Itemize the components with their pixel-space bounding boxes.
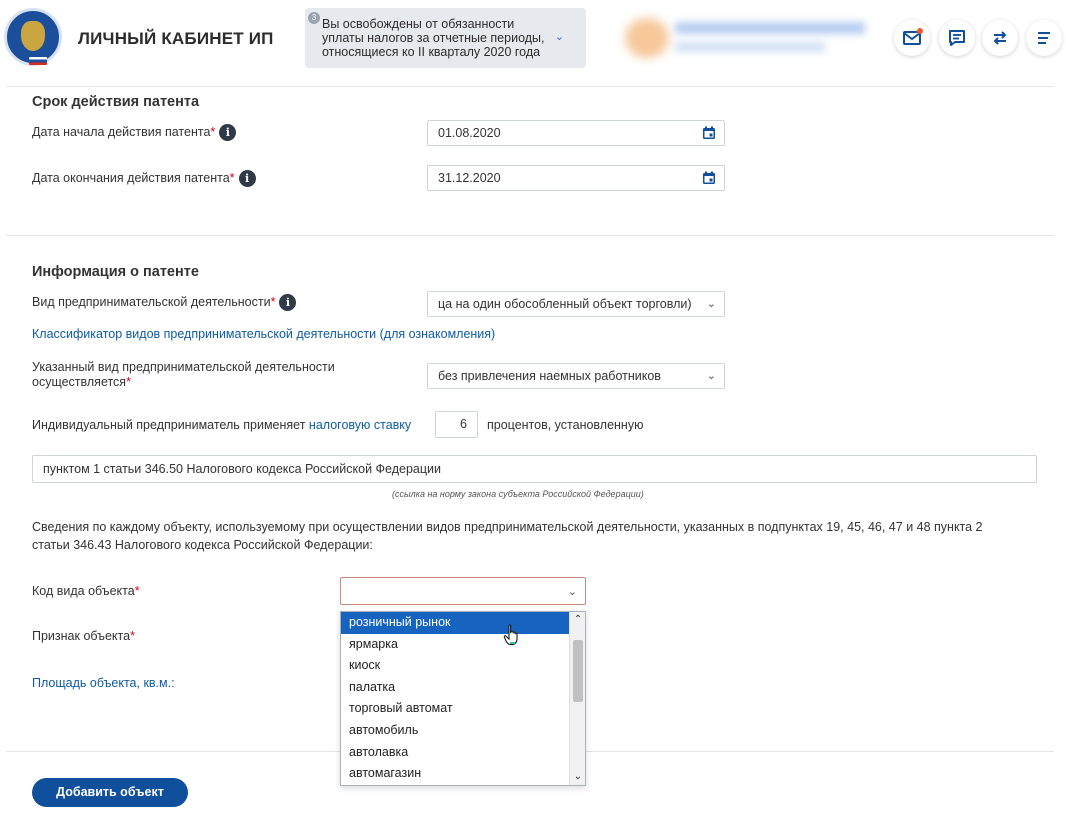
required-mark: * [229,170,235,185]
end-date-input[interactable] [427,165,725,191]
end-date-value: 31.12.2020 [438,171,501,185]
start-date-input[interactable] [427,120,725,146]
flag-icon [29,57,47,65]
objects-description-line2: статьи 346.43 Налогового кодекса Российской Федерации: [32,538,373,552]
law-reference-note: (ссылка на норму закона субъекта Российской Федерации) [392,489,644,499]
mode-label-line2: осуществляется [32,375,127,389]
dropdown-option[interactable]: автомагазин [349,766,422,781]
header [0,0,1066,82]
messages-button[interactable] [894,20,930,56]
notice-text: Вы освобождены от обязанности уплаты налогов за отчетные периоды, относящиеся ко II кварталу 2020 года [322,17,545,59]
classifier-link[interactable]: Классификатор видов предпринимательской деятельности (для ознакомления) [32,327,496,341]
dropdown-scrollbar[interactable] [569,612,585,785]
mode-label [32,360,335,390]
start-date-label-text: Дата начала действия патента [32,124,211,139]
info-icon[interactable]: i [219,124,236,141]
app-title: ЛИЧНЫЙ КАБИНЕТ ИП [78,29,274,48]
object-code-label-text: Код вида объекта [32,584,135,598]
chevron-down-icon[interactable]: ⌄ [554,31,564,43]
calendar-icon[interactable] [702,171,716,185]
avatar [625,18,669,58]
rate-input[interactable]: 6 [435,411,478,438]
end-date-label-text: Дата окончания действия патента [32,170,230,185]
required-mark: * [134,584,140,598]
user-inn-blurred [675,42,825,52]
divider [6,235,1054,236]
chevron-down-icon: ⌄ [706,370,716,382]
dropdown-option[interactable]: ярмарка [349,636,398,651]
required-mark: * [126,375,131,389]
object-sign-label [32,629,135,644]
menu-icon [1034,28,1054,48]
rate-suffix: процентов, установленную [487,418,644,432]
add-object-button[interactable]: Добавить объект [32,778,188,807]
dropdown-option[interactable]: палатка [349,679,396,694]
user-name-blurred [675,22,865,34]
notice-banner[interactable] [305,8,586,68]
mode-select[interactable] [427,363,725,389]
start-date-value: 01.08.2020 [438,126,501,140]
scroll-thumb[interactable] [573,640,583,702]
scroll-down-icon[interactable]: ⌄ [573,771,583,782]
dropdown-option[interactable]: торговый автомат [349,701,453,716]
mode-value: без привлечения наемных работников [438,369,661,383]
chat-button[interactable] [939,20,975,56]
required-mark: * [130,629,135,643]
mode-label-line1: Указанный вид предпринимательской деятельности [32,360,335,374]
object-sign-label-text: Признак объекта [32,629,131,643]
menu-button[interactable] [1026,20,1062,56]
info-icon[interactable]: i [279,294,296,311]
tax-rate-link[interactable]: налоговую ставку [308,418,412,432]
object-code-label [32,584,140,599]
dropdown-option[interactable]: киоск [349,658,381,673]
end-date-label [32,170,256,187]
activity-select[interactable] [427,291,725,317]
rate-prefix [32,418,411,433]
calendar-icon[interactable] [702,126,716,140]
dropdown-option[interactable]: розничный рынок [341,612,570,634]
objects-description-line1: Сведения по каждому объекту, используемому при осуществлении видов предпринимательской деятельности, указанных в подпунктах 19, 45, 46, 47 и 48 пункта 2 [32,520,983,534]
divider [6,86,1054,87]
object-code-select[interactable] [340,577,586,605]
area-label[interactable]: Площадь объекта, кв.м.: [32,676,175,690]
section-title-patent-term: Срок действия патента [32,94,200,110]
hand-pointer-icon [503,624,521,646]
scroll-up-icon[interactable]: ⌃ [573,614,583,625]
notification-dot [917,28,923,34]
objects-description [32,520,1032,553]
chevron-down-icon: ⌄ [567,586,577,598]
activity-value: ца на один обособленный объект торговли) [438,297,692,311]
object-code-dropdown-list[interactable] [340,611,586,786]
switch-button[interactable] [982,20,1018,56]
info-icon[interactable]: i [239,170,256,187]
section-title-patent-info: Информация о патенте [32,264,199,280]
start-date-label [32,124,236,141]
user-info-blurred[interactable] [625,16,880,60]
required-mark: * [210,124,216,139]
activity-label [32,294,296,311]
law-reference-input[interactable]: пунктом 1 статьи 346.50 Налогового кодекса Российской Федерации [32,455,1037,483]
required-mark: * [270,294,276,309]
activity-label-text: Вид предпринимательской деятельности [32,294,271,309]
fns-logo[interactable] [4,8,62,66]
chat-icon [947,28,967,48]
chevron-down-icon: ⌄ [706,298,716,310]
rate-prefix-text: Индивидуальный предприниматель применяет [32,418,306,432]
dropdown-option[interactable]: автомобиль [349,722,419,737]
notice-count-badge: 3 [308,12,320,24]
swap-arrows-icon [990,28,1010,48]
dropdown-option[interactable]: автолавка [349,744,409,759]
